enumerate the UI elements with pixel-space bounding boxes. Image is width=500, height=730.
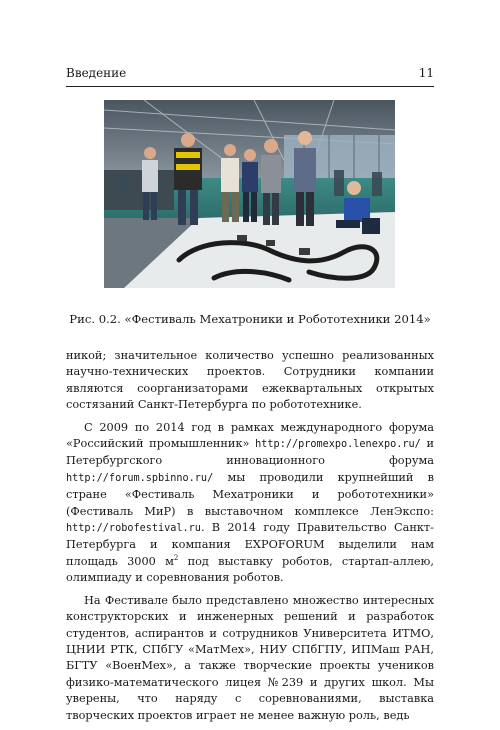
figure-caption: Рис. 0.2. «Фестиваль Мехатроники и Робототехники 2014» [69,312,431,326]
paragraph-2-text-4: . В 2014 году Правительство Санкт-Петербурга и компания EXPOFORUM выделили нам площадь 3000 м [66,521,434,568]
url-robofestival[interactable]: http://robofestival.ru [66,523,201,535]
body-text [66,348,434,730]
superscript-2: 2 [173,554,179,563]
paragraph-2-text-5: под выставку роботов, стартап-аллею, олимпиаду и соревнования роботов. [66,554,434,585]
url-spbinno[interactable]: http://forum.spbinno.ru/ [66,472,214,484]
chapter-title: Введение [66,66,127,80]
paragraph-2-text-2: и Петербургского инновационного форума [66,437,434,468]
paragraph-3: На Фестивале было представлено множество интересных конструкторских и инженерных решений и разработок студентов, аспирантов и сотрудников Университета ИТМО, ЦНИИ РТК, СПбГУ «МатМех», НИУ СПбГПУ, ИПМаш РАН, БГТУ «ВоенМех», а также творческие проекты учеников физико-математического лицея №239 и других школ. Мы уверены, что наряду с соревнованиями, выставка творческих проектов играет не менее важную роль, ведь [66,593,434,722]
url-promexpo[interactable]: http://promexpo.lenexpo.ru/ [255,439,421,451]
running-header [66,66,434,87]
paragraph-2-text-1: С 2009 по 2014 год в рамках международного форума «Российский промышленник» [66,420,434,451]
paragraph-2 [66,420,434,587]
festival-photo [104,100,395,288]
paragraph-2-text-3: мы проводили крупнейший в стране «Фестиваль Мехатроники и робототехники» (Фестиваль МиР) в выставочном комплексе ЛенЭкспо: [66,470,434,518]
page-number: 11 [418,66,434,80]
paragraph-1: никой; значительное количество успешно реализованных научно-технических проектов. Сотрудники компании являются соорганизаторами ежеквартальных открытых состязаний Санкт-Петербурга по робототехнике. [66,349,434,412]
